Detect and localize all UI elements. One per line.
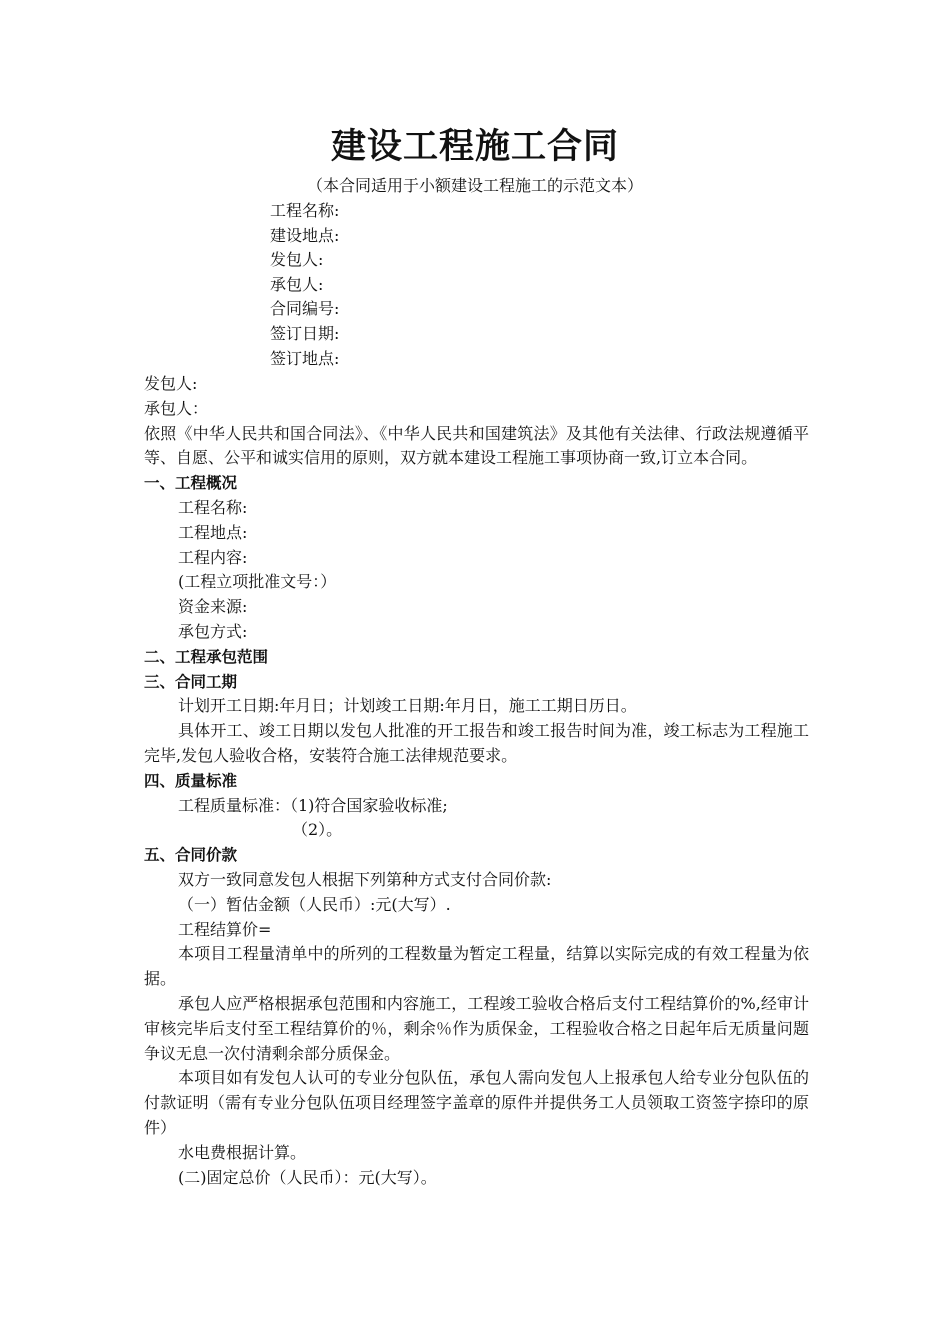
section-heading-price: 五、合同价款 bbox=[144, 846, 238, 865]
overview-line: 承包方式: bbox=[178, 621, 248, 641]
price-paragraph: 工程结算价= bbox=[178, 919, 272, 939]
cover-field-sign-date: 签订日期: bbox=[270, 323, 340, 343]
party-contractor: 承包人： bbox=[144, 398, 209, 418]
cover-field-project-name: 工程名称: bbox=[270, 201, 340, 220]
quality-paragraph: 工程质量标准：（1)符合国家验收标准; bbox=[178, 795, 448, 815]
intro-paragraph: 依照《中华人民共和国合同法》、《中华人民共和国建筑法》及其他有关法律、行政法规遵循平等、自愿、公平和诚实信用的原则，双方就本建设工程施工事项协商一致,订立本合同。 bbox=[144, 423, 809, 468]
section-heading-overview: 一、工程概况 bbox=[144, 474, 238, 493]
cover-fields bbox=[270, 199, 339, 371]
overview-line: 工程内容: bbox=[178, 547, 248, 567]
section-heading-quality: 四、质量标准 bbox=[144, 771, 238, 790]
cover-field-sign-place: 签订地点: bbox=[270, 348, 340, 368]
price-paragraph: （一）暂估金额（人民币）:元(大写）. bbox=[178, 894, 451, 914]
contract-subtitle: （本合同适用于小额建设工程施工的示范文本） bbox=[306, 176, 643, 195]
party-employer: 发包人: bbox=[144, 374, 198, 393]
schedule-paragraph: 计划开工日期:年月日；计划竣工日期:年月日，施工工期日历日。 bbox=[178, 696, 637, 716]
price-paragraph: 水电费根据计算。 bbox=[178, 1142, 307, 1162]
cover-field-location: 建设地点: bbox=[270, 225, 340, 245]
overview-line: 工程名称: bbox=[178, 497, 248, 517]
quality-paragraph: （2）。 bbox=[292, 820, 343, 840]
contract-title: 建设工程施工合同 bbox=[330, 126, 619, 167]
cover-field-contract-number: 合同编号: bbox=[270, 299, 340, 319]
schedule-paragraph: 具体开工、竣工日期以发包人批准的开工报告和竣工报告时间为准，竣工标志为工程施工完毕,发包人验收合格，安装符合施工法律规范要求。 bbox=[144, 721, 809, 765]
cover-field-employer: 发包人: bbox=[270, 250, 324, 270]
section-heading-scope: 二、工程承包范围 bbox=[144, 647, 269, 666]
overview-line: (工程立项批准文号：） bbox=[178, 572, 337, 592]
overview-line: 资金来源: bbox=[178, 597, 248, 617]
price-paragraph: 本项目如有发包人认可的专业分包队伍，承包人需向发包人上报承包人给专业分包队伍的付款证明（需有专业分包队伍项目经理签字盖章的原件并提供务工人员领取工资签字捺印的原件） bbox=[144, 1068, 809, 1137]
overview-line: 工程地点: bbox=[178, 522, 248, 542]
section-heading-schedule: 三、合同工期 bbox=[144, 672, 238, 691]
price-paragraph: (二)固定总价（人民币）：元(大写）。 bbox=[178, 1167, 437, 1187]
contract-body bbox=[144, 372, 809, 1190]
price-paragraph: 双方一致同意发包人根据下列第种方式支付合同价款: bbox=[178, 869, 552, 889]
price-paragraph: 本项目工程量清单中的所列的工程数量为暂定工程量，结算以实际完成的有效工程量为依据。 bbox=[144, 944, 809, 989]
price-paragraph: 承包人应严格根据承包范围和内容施工，工程竣工验收合格后支付工程结算价的%,经审计审核完毕后支付至工程结算价的％，剩余％作为质保金，工程验收合格之日起年后无质量问题争议无息一次付清剩余部分质保金。 bbox=[144, 993, 809, 1063]
cover-field-contractor: 承包人: bbox=[270, 274, 324, 294]
